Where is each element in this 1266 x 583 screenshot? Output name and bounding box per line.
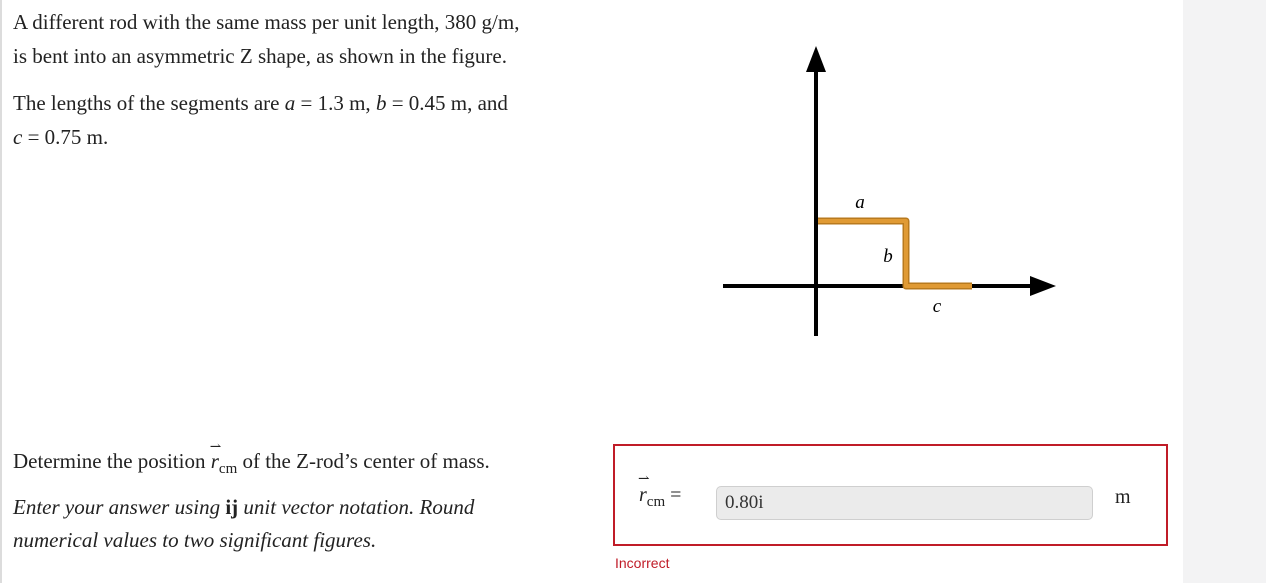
instruction-line-2: numerical values to two significant figures. bbox=[13, 528, 377, 552]
right-sidebar-panel bbox=[1183, 0, 1266, 583]
answer-unit: m bbox=[1115, 486, 1131, 508]
label-b: b bbox=[883, 246, 893, 267]
r-vector-symbol: ⇀ r bbox=[639, 484, 647, 507]
intro-line-1: A different rod with the same mass per unit length, 380 g/m, bbox=[13, 10, 520, 34]
answer-label: ⇀ $r_{cm}$ = bbox=[639, 484, 681, 507]
r-vector-symbol: ⇀ r bbox=[211, 444, 219, 478]
instruction-line-1: Enter your answer using ij unit vector notation. Round bbox=[13, 495, 475, 519]
question-text: Determine the position ⇀ $r_{cm}$ of the Z-rod’s center of mass. bbox=[13, 444, 490, 481]
label-a: a bbox=[855, 192, 865, 213]
z-rod-figure bbox=[700, 36, 1070, 341]
lengths-line-2: c = 0.75 m. bbox=[13, 125, 109, 149]
status-message: Incorrect bbox=[615, 555, 670, 571]
z-rod-highlight bbox=[818, 221, 972, 286]
left-border bbox=[0, 0, 2, 583]
answer-box bbox=[613, 444, 1168, 546]
y-axis-arrowhead bbox=[806, 46, 826, 72]
intro-line-2: is bent into an asymmetric Z shape, as shown in the figure. bbox=[13, 44, 507, 68]
x-axis-arrowhead bbox=[1030, 276, 1056, 296]
label-c: c bbox=[932, 296, 942, 317]
z-rod bbox=[818, 221, 972, 286]
lengths-line-1: The lengths of the segments are a = 1.3 m, b = 0.45 m, and bbox=[13, 91, 508, 115]
answer-input[interactable]: 0.80i bbox=[716, 486, 1093, 520]
